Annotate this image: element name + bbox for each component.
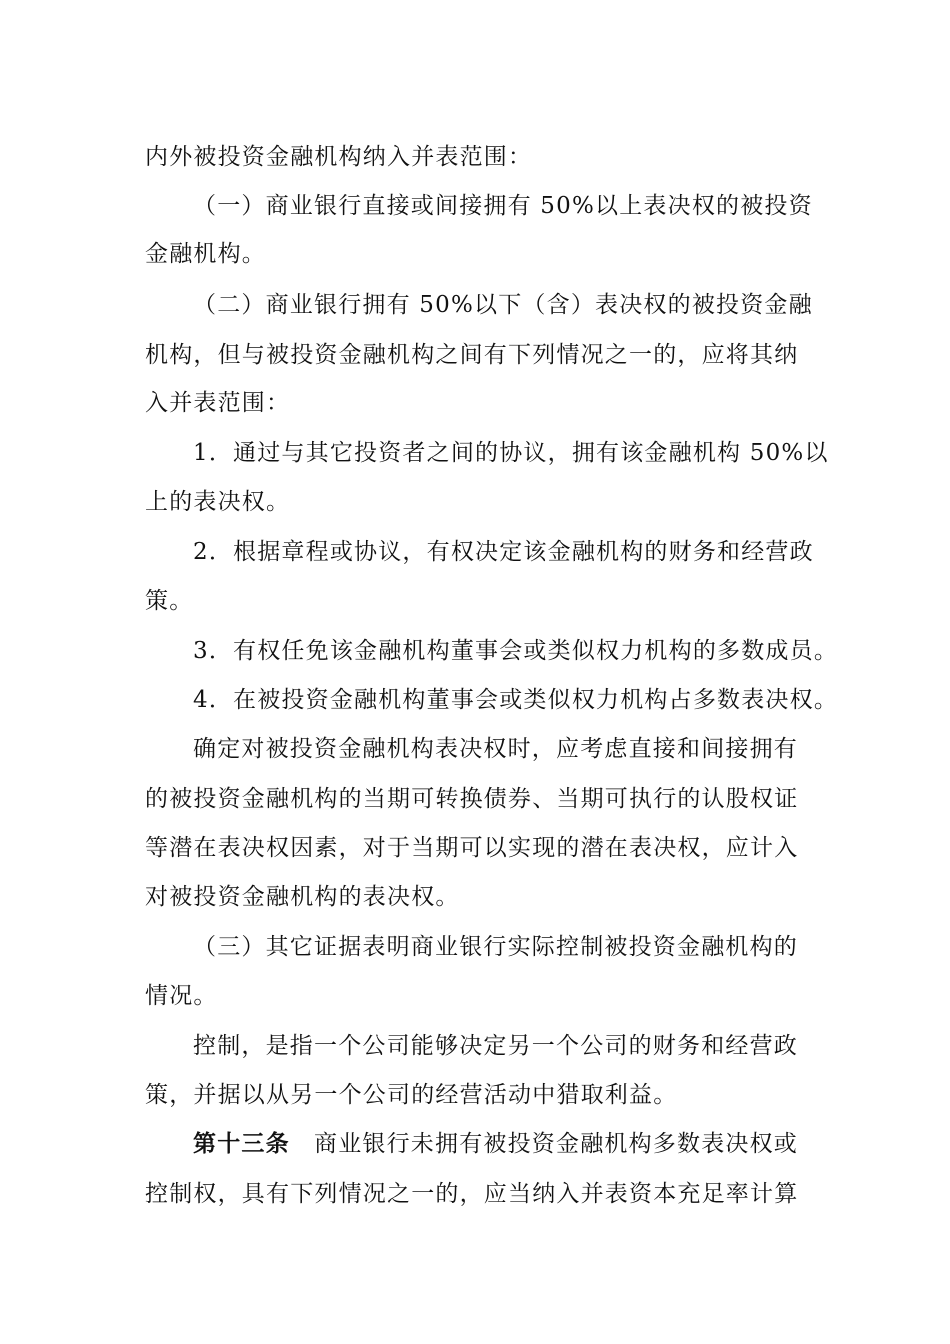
- paragraph-line: 内外被投资金融机构纳入并表范围：: [145, 144, 533, 170]
- paragraph-line: 机构，但与被投资金融机构之间有下列情况之一的，应将其纳: [145, 342, 799, 368]
- paragraph-line: （三）其它证据表明商业银行实际控制被投资金融机构的: [193, 934, 798, 960]
- paragraph-line: 确定对被投资金融机构表决权时，应考虑直接和间接拥有: [193, 736, 798, 762]
- list-item-line: 上的表决权。: [145, 489, 291, 515]
- paragraph-line: 金融机构。: [145, 241, 266, 267]
- paragraph-line: 控制，是指一个公司能够决定另一个公司的财务和经营政: [193, 1033, 798, 1059]
- paragraph-line: 入并表范围：: [145, 390, 291, 416]
- paragraph-line: 情况。: [145, 983, 218, 1009]
- paragraph-line: 等潜在表决权因素，对于当期可以实现的潜在表决权，应计入: [145, 835, 799, 861]
- article-heading: 第十三条: [193, 1130, 290, 1157]
- list-item-line: 1．通过与其它投资者之间的协议，拥有该金融机构 50%以: [193, 440, 829, 466]
- paragraph-line: （二）商业银行拥有 50%以下（含）表决权的被投资金融: [193, 292, 813, 318]
- list-item-line: 2．根据章程或协议，有权决定该金融机构的财务和经营政: [193, 539, 814, 565]
- list-item-line: 4．在被投资金融机构董事会或类似权力机构占多数表决权。: [193, 687, 839, 713]
- paragraph-line: 策，并据以从另一个公司的经营活动中猎取利益。: [145, 1082, 678, 1108]
- article-13-line: [193, 1129, 798, 1159]
- article-text: 商业银行未拥有被投资金融机构多数表决权或: [289, 1131, 799, 1157]
- article-13-line: 控制权，具有下列情况之一的，应当纳入并表资本充足率计算: [145, 1181, 799, 1207]
- paragraph-line: 对被投资金融机构的表决权。: [145, 884, 460, 910]
- list-item-line: 策。: [145, 588, 194, 614]
- list-item-line: 3．有权任免该金融机构董事会或类似权力机构的多数成员。: [193, 638, 839, 664]
- paragraph-line: （一）商业银行直接或间接拥有 50%以上表决权的被投资: [193, 193, 813, 219]
- paragraph-line: 的被投资金融机构的当期可转换债券、当期可执行的认股权证: [145, 786, 799, 812]
